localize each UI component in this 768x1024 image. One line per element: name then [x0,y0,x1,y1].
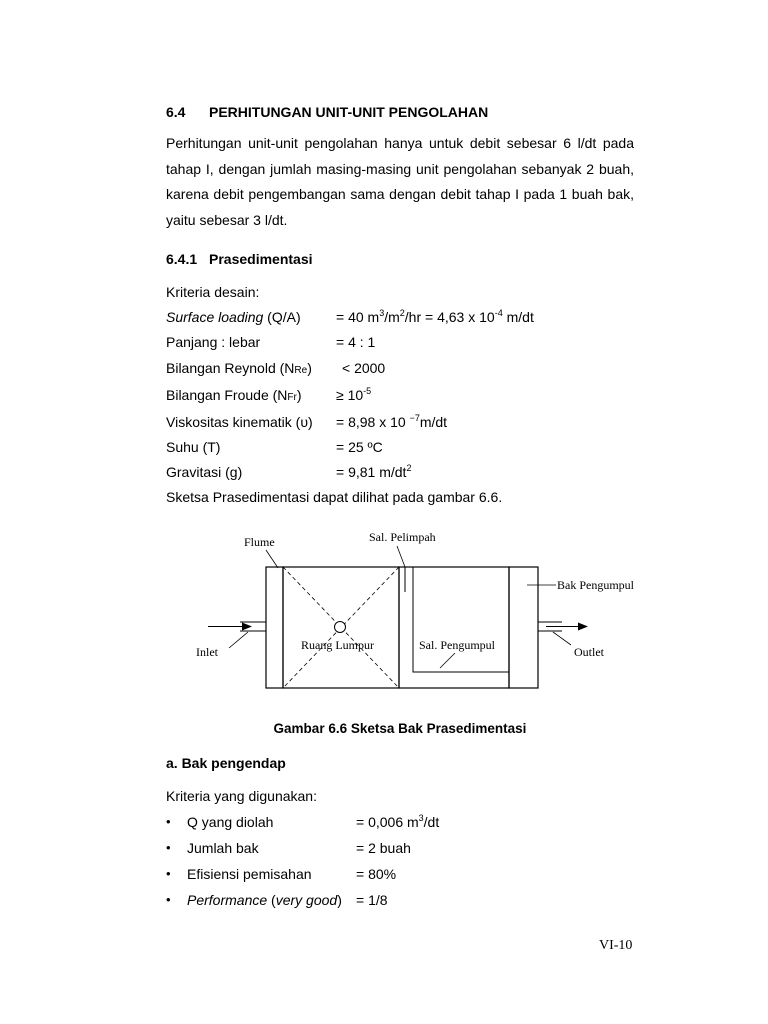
inlet-arrowhead [242,623,252,631]
flume-wall [266,567,283,688]
label-bak-pengumpul: Bak Pengumpul [557,578,634,592]
sal-pengumpul-chamber [399,567,509,688]
intro-paragraph [166,131,634,233]
page-number: VI-10 [599,938,633,953]
sal-pengumpul-channel [413,567,509,672]
paragraph-line: karena debit pengembangan sama dengan debit tahap I pada 1 buah bak, [166,186,634,202]
sal-pengumpul-leader [440,653,455,668]
criteria-label: Viskositas kinematik (υ) [166,414,313,430]
criteria-label: Bilangan Reynold (NRe) [166,360,312,376]
criteria-label: Panjang : lebar [166,334,261,350]
bullet-label: Performance (very good) [187,892,342,908]
flume-leader [266,550,278,568]
sal-pelimpah-leader [397,546,405,567]
prasedimentasi-diagram [0,520,768,700]
label-sal-pelimpah: Sal. Pelimpah [369,530,436,544]
criteria-label: Gravitasi (g) [166,464,243,480]
bullet-value: = 80% [356,866,397,882]
bullet-value: = 1/8 [356,892,388,908]
criteria-value: = 8,98 x 10 $^{-7}$m/dt [336,413,448,430]
inlet-leader [229,632,248,648]
subsection-title: Prasedimentasi [209,251,313,267]
part-a-criteria-heading-text: Kriteria yang digunakan: [166,788,317,804]
section-number: 6.4 [166,104,186,120]
criteria-value: ≥ $10^{-5}$ [336,386,372,403]
bullet-dot: • [166,866,171,881]
criteria-value: = 4 : 1 [336,334,376,350]
subsection-number: 6.4.1 [166,251,198,267]
bullet-dot: • [166,840,171,855]
bullet-dot: • [166,892,171,907]
criteria-label: Bilangan Froude (NFr) [166,387,302,403]
part-a-heading: a. Bak pengendap [166,755,286,771]
bullet-label: Efisiensi pemisahan [187,866,312,882]
paragraph-line: Perhitungan unit-unit pengolahan hanya untuk debit sebesar 6 l/dt pada [166,135,634,151]
figure-caption: Gambar 6.6 Sketsa Bak Prasedimentasi [273,721,527,736]
paragraph-line: yaitu sebesar 3 l/dt. [166,211,288,228]
label-sal-pengumpul: Sal. Pengumpul [419,638,496,652]
sludge-outlet-circle [335,622,346,633]
label-outlet: Outlet [574,645,604,659]
label-inlet: Inlet [196,645,218,659]
bullet-value: = 2 buah [356,840,411,856]
criteria-value: = 9,81 $m/dt^2$ [336,463,412,480]
outlet-arrowhead [578,623,588,631]
criteria-heading-text: Kriteria desain: [166,284,260,300]
bullet-label: Q yang diolah [187,814,274,830]
sketch-note-text: Sketsa Prasedimentasi dapat dilihat pada gambar 6.6. [166,489,503,505]
criteria-label: Suhu (T) [166,439,221,455]
paragraph-line: tahap I, dengan jumlah masing-masing unit pengolahan sebanyak 2 buah, [166,160,634,177]
outlet-leader [553,632,571,645]
criteria-value: < 2000 [342,360,386,376]
label-flume: Flume [244,535,275,549]
bullet-label: Jumlah bak [187,840,259,856]
criteria-value: = 25 ºC [336,439,383,455]
label-ruang-lumpur: Ruang Lumpur [301,638,374,652]
criteria-label: Surface loading (Q/A) [166,309,301,325]
bullet-dot: • [166,814,171,829]
bullet-value: = 0,006 $m^3/dt$ [356,813,440,830]
criteria-value: = 40 $m^3/m^2/hr = 4,63$ x $10^{-4}$ m/dt [336,308,534,325]
section-title: PERHITUNGAN UNIT-UNIT PENGOLAHAN [209,104,489,120]
